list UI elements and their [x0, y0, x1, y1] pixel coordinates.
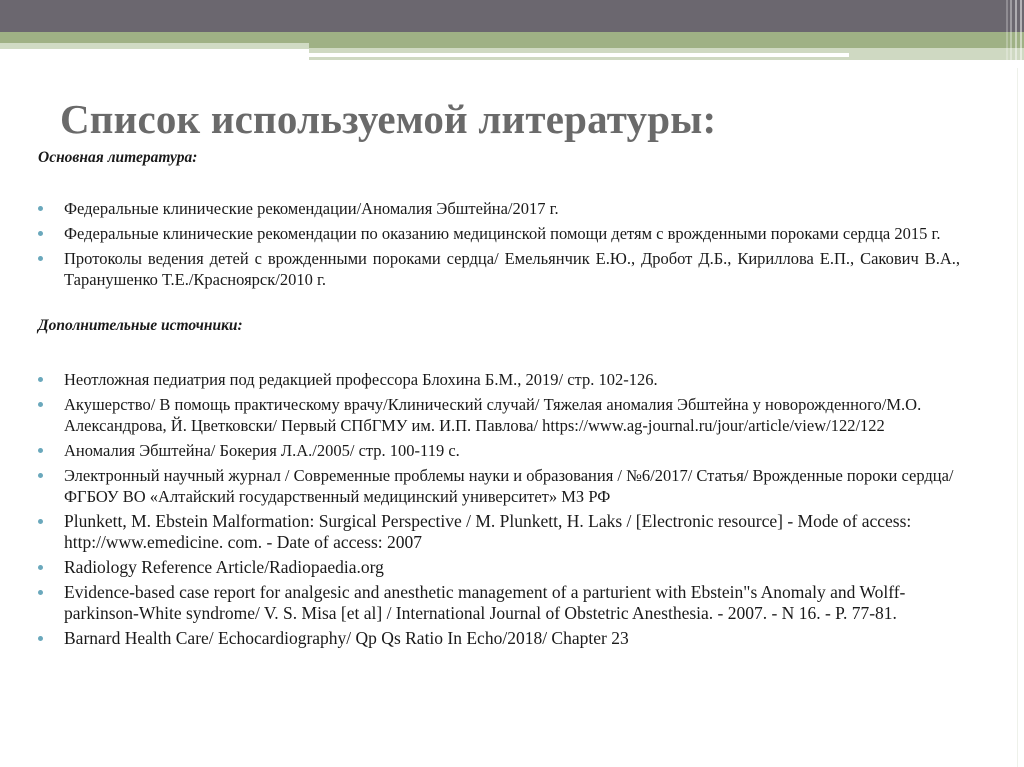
reference-item	[38, 248, 960, 290]
reference-text: Неотложная педиатрия под редакцией профессора Блохина Б.М., 2019/ стр. 102-126.	[64, 370, 658, 389]
bullet-icon	[38, 590, 43, 595]
reference-text: Plunkett, M. Ebstein Malformation: Surgical Perspective / M. Plunkett, H. Laks / [Electronic resource] - Mode of access: http://www.emedicine. com. - Date of access: 2007	[64, 511, 912, 552]
section-heading-extra: Дополнительные источники:	[38, 317, 243, 334]
reference-list-main	[38, 198, 960, 290]
reference-text: Федеральные клинические рекомендации/Аномалия Эбштейна/2017 г.	[64, 199, 559, 218]
right-edge-rule	[1017, 68, 1018, 767]
bullet-icon	[38, 206, 43, 211]
bullet-icon	[38, 256, 43, 261]
slide-title: Список используемой литературы:	[60, 96, 717, 143]
reference-text: Radiology Reference Article/Radiopaedia.org	[64, 557, 384, 577]
bullet-icon	[38, 448, 43, 453]
reference-item	[38, 511, 960, 553]
reference-text: Barnard Health Care/ Echocardiography/ Qp Qs Ratio In Echo/2018/ Chapter 23	[64, 628, 629, 648]
bullet-icon	[38, 473, 43, 478]
bullet-icon	[38, 636, 43, 641]
reference-text: Акушерство/ В помощь практическому врачу/Клинический случай/ Тяжелая аномалия Эбштейна у новорожденного/М.О. Александрова, Й. Цветковски/ Первый СПбГМУ им. И.П. Павлова/ https://www.ag-journal.ru/jour/article/view/122/122	[64, 395, 922, 435]
header-white-stripe	[309, 53, 849, 57]
reference-item	[38, 394, 960, 436]
reference-text: Федеральные клинические рекомендации по оказанию медицинской помощи детям с врожденными пороками сердца 2015 г.	[64, 224, 941, 243]
reference-item	[38, 198, 960, 219]
reference-text: Электронный научный журнал / Современные проблемы науки и образования / №6/2017/ Статья/ Врожденные пороки сердца/ ФГБОУ ВО «Алтайский государственный медицинский университет» МЗ РФ	[64, 466, 954, 506]
reference-item	[38, 582, 960, 624]
reference-item	[38, 557, 960, 578]
bullet-icon	[38, 565, 43, 570]
bullet-icon	[38, 231, 43, 236]
reference-item	[38, 465, 960, 507]
reference-text: Протоколы ведения детей с врожденными пороками сердца/ Емельянчик Е.Ю., Дробот Д.Б., Кириллова Е.П., Сакович В.А., Таранушенко Т.Е./Красноярск/2010 г.	[64, 249, 960, 289]
reference-item	[38, 440, 960, 461]
reference-item	[38, 223, 960, 244]
references-content	[38, 148, 960, 653]
header-light-stripe-left	[0, 43, 309, 49]
reference-text: Evidence-based case report for analgesic and anesthetic management of a parturient with Ebstein"s Anomaly and Wolff-parkinson-White syndrome/ V. S. Misa [et al] / International Journal of Obstetric Anesthesia. - 2007. - N 16. - P. 77-81.	[64, 582, 906, 623]
reference-text: Аномалия Эбштейна/ Бокерия Л.А./2005/ стр. 100-119 с.	[64, 441, 460, 460]
reference-list-extra	[38, 369, 960, 649]
reference-item	[38, 369, 960, 390]
header-edge-lines	[1006, 0, 1024, 68]
header-top-bar	[0, 0, 1024, 32]
reference-item	[38, 628, 960, 649]
bullet-icon	[38, 402, 43, 407]
section-heading-main: Основная литература:	[38, 149, 198, 166]
bullet-icon	[38, 377, 43, 382]
bullet-icon	[38, 519, 43, 524]
